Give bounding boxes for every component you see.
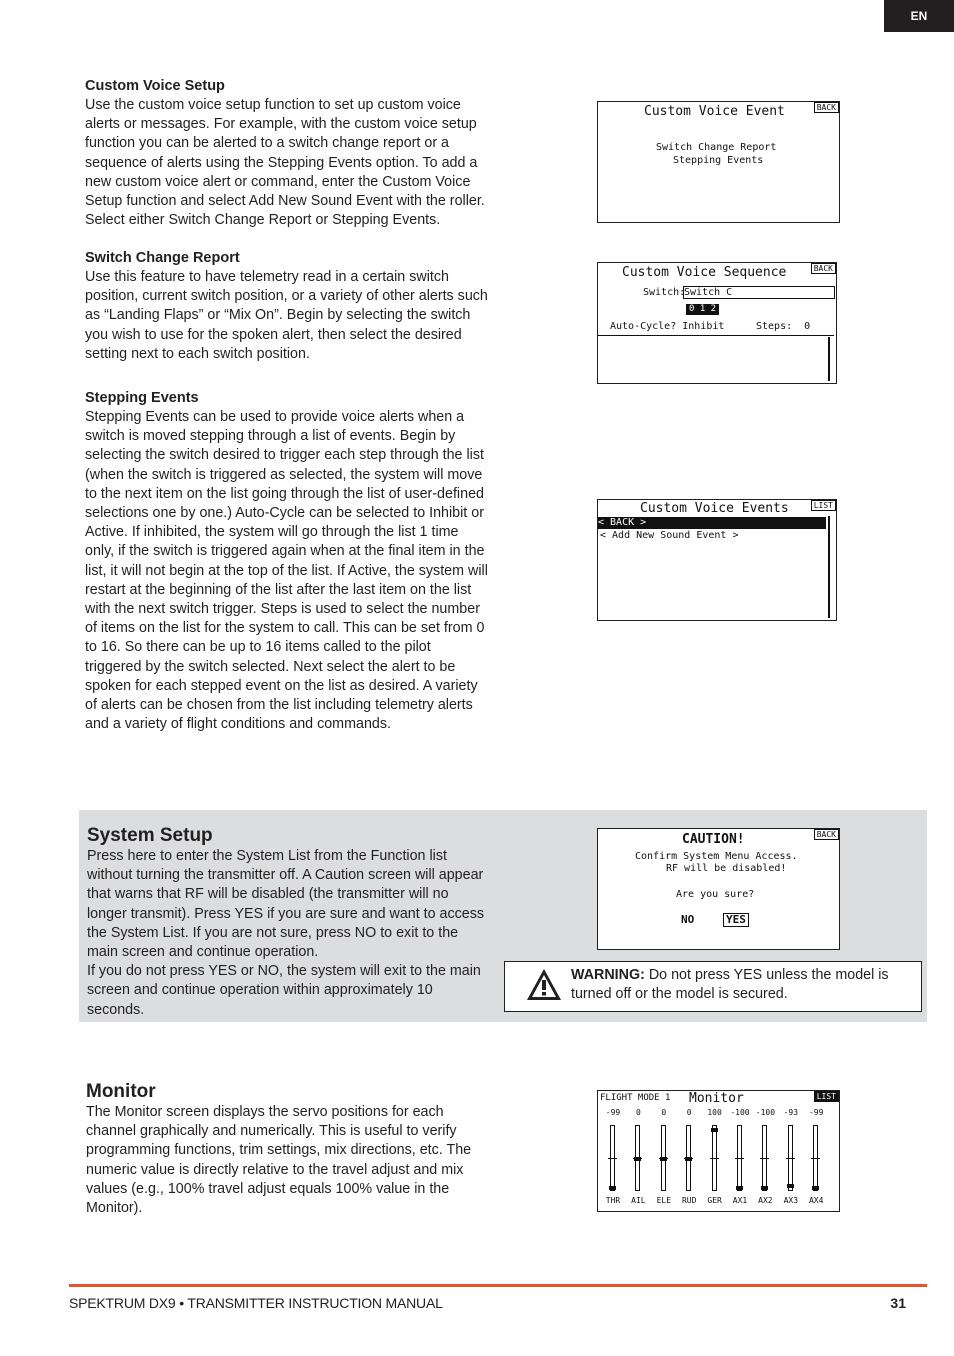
back-tag[interactable]: BACK — [814, 829, 839, 840]
flight-mode-label: FLIGHT MODE 1 — [600, 1093, 671, 1103]
warning-icon — [525, 967, 563, 1003]
no-button[interactable]: NO — [681, 913, 695, 926]
switch-label: Switch: — [643, 287, 686, 298]
section-title: Custom Voice Setup — [85, 78, 225, 94]
warning-box — [504, 961, 922, 1012]
channel-center-tick — [659, 1158, 668, 1159]
custom-voice-event-screen — [597, 101, 840, 223]
channel-bar — [737, 1125, 742, 1191]
channel-bar — [712, 1125, 717, 1191]
channel-label: AX4 — [808, 1196, 824, 1205]
channel-label: ELE — [656, 1196, 672, 1205]
channel-position-marker — [736, 1186, 743, 1190]
list-item-add-new-sound-event[interactable]: < Add New Sound Event > — [600, 530, 739, 541]
channel-center-tick — [710, 1158, 719, 1159]
channel-label: AIL — [631, 1196, 646, 1205]
channel-bar — [813, 1125, 818, 1191]
channel-bar — [788, 1125, 793, 1191]
section-body: The Monitor screen displays the servo positions for each channel graphically and numerically. This is useful to verify programming functions, trim settings, mix directions, etc. The numeric value is directly relative to the travel adjust and mix values (e.g., 100% travel adjust equals 100% value in the Monitor). — [86, 1104, 472, 1217]
channel-center-tick — [760, 1158, 769, 1159]
back-tag[interactable]: BACK — [811, 263, 836, 274]
channel-label: AX3 — [783, 1196, 799, 1205]
channel-bar — [661, 1125, 666, 1191]
section-body: Use this feature to have telemetry read in a certain switch position, current switch position, or a variety of other alerts such as “Landing Flaps” or “Mix On”. Begin by selecting the switch you wish to use for the spoken alert, then select the desired setting next to each switch position. — [85, 269, 488, 362]
menu-option-stepping-events[interactable]: Stepping Events — [673, 155, 764, 166]
caution-line-3: Are you sure? — [676, 889, 755, 900]
language-tab: EN — [884, 0, 954, 32]
section-body-2: If you do not press YES or NO, the system will exit to the main screen and continue operation within approximately 10 seconds. — [87, 963, 481, 1018]
channel-bar — [686, 1125, 691, 1191]
channel-center-tick — [735, 1158, 744, 1159]
section-body: Use the custom voice setup function to set up custom voice alerts or messages. For example, with the custom voice setup function you can be alerted to a switch change report or a sequence of alerts using the Stepping Events option. To add a new custom voice alert or command, enter the Custom Voice Setup function and select Add New Sound Event with the roller. Select either Switch Change Report or Stepping Events. — [85, 97, 485, 229]
monitor-section — [86, 1080, 491, 1218]
channel-label: AX1 — [732, 1196, 748, 1205]
footer-title: SPEKTRUM DX9 • TRANSMITTER INSTRUCTION MANUAL — [69, 1295, 443, 1311]
back-tag[interactable]: BACK — [814, 102, 839, 113]
list-item-back[interactable]: < BACK > — [598, 517, 826, 529]
page-number: 31 — [890, 1295, 906, 1311]
section-body: Press here to enter the System List from the Function list without turning the transmitter off. A Caution screen will appear that warns that RF will be disabled (the transmitter will no longer transmit). Press YES if you are sure and want to access the System List. If you are not sure, press NO to exit to the main screen and continue operation. — [87, 848, 485, 961]
channel-label: AX2 — [758, 1196, 773, 1205]
scrollbar[interactable] — [828, 516, 830, 618]
screen-title: Monitor — [689, 1091, 744, 1106]
channel-position-marker — [812, 1186, 819, 1190]
switch-positions[interactable]: 0 1 2 — [686, 304, 719, 315]
channel-value: -99 — [605, 1108, 621, 1117]
channel-position-marker — [761, 1186, 768, 1190]
screen-title: CAUTION! — [682, 832, 745, 847]
channel-position-marker — [711, 1128, 718, 1132]
list-tag[interactable]: LIST — [814, 1091, 839, 1102]
channel-value: -100 — [755, 1108, 776, 1117]
section-title: Switch Change Report — [85, 250, 240, 266]
channel-value: 100 — [707, 1108, 722, 1117]
section-title: System Setup — [87, 825, 213, 846]
channel-position-marker — [609, 1186, 616, 1190]
screen-title: Custom Voice Events — [640, 501, 789, 516]
channel-center-tick — [811, 1158, 820, 1159]
channel-bar — [610, 1125, 615, 1191]
switch-select[interactable]: Switch C — [683, 286, 835, 299]
channel-value: 0 — [635, 1108, 641, 1117]
section-title: Stepping Events — [85, 390, 199, 406]
stepping-events-section — [85, 389, 490, 734]
warning-text — [571, 966, 919, 1004]
caution-line-1: Confirm System Menu Access. — [635, 851, 798, 862]
channel-position-marker — [787, 1184, 794, 1188]
channel-center-tick — [786, 1158, 795, 1159]
footer-rule — [69, 1284, 927, 1287]
autocycle-setting[interactable]: Auto-Cycle? Inhibit — [610, 321, 725, 332]
channel-label: THR — [605, 1196, 621, 1205]
channel-center-tick — [684, 1158, 693, 1159]
channel-label: RUD — [681, 1196, 697, 1205]
divider — [598, 335, 834, 336]
custom-voice-sequence-screen — [597, 262, 837, 384]
switch-change-report-section — [85, 249, 490, 364]
custom-voice-setup-section — [85, 77, 490, 230]
warning-message: Do not press YES unless the model is turned off or the model is secured. — [571, 967, 889, 1003]
channel-value: 0 — [661, 1108, 667, 1117]
menu-option-switch-change-report[interactable]: Switch Change Report — [656, 142, 777, 153]
scrollbar[interactable] — [828, 337, 830, 381]
screen-title: Custom Voice Sequence — [622, 265, 787, 280]
list-tag[interactable]: LIST — [811, 500, 836, 511]
channel-bar — [762, 1125, 767, 1191]
channel-value: -100 — [730, 1108, 750, 1117]
channel-value: -99 — [808, 1108, 824, 1117]
system-setup-section — [87, 824, 492, 1020]
channel-value: 0 — [686, 1108, 692, 1117]
channel-bar — [635, 1125, 640, 1191]
channel-value: -93 — [783, 1108, 799, 1117]
caution-line-2: RF will be disabled! — [666, 863, 787, 874]
steps-setting[interactable]: Steps: 0 — [756, 321, 811, 332]
caution-screen — [597, 828, 840, 950]
channel-label: GER — [707, 1196, 722, 1205]
channel-center-tick — [608, 1158, 617, 1159]
channel-center-tick — [633, 1158, 642, 1159]
screen-title: Custom Voice Event — [644, 104, 785, 119]
section-title: Monitor — [86, 1081, 156, 1102]
yes-button[interactable]: YES — [723, 913, 749, 927]
monitor-screen — [597, 1090, 840, 1212]
custom-voice-events-screen — [597, 499, 837, 621]
warning-label: WARNING: — [571, 967, 645, 983]
section-body: Stepping Events can be used to provide voice alerts when a switch is moved stepping through a list of events. Begin by selecting the switch desired to trigger each step through the list (when the switch is triggered as selected, the system will move to the next item on the list going through the list of user-defined selections one by one.) Auto-Cycle can be selected to Inhibit or Active. If inhibited, the system will go through the list 1 time only, if the switch is triggered again when at the final item in the list, it will not begin at the top of the list. If Active, the system will restart at the beginning of the list after the last item on the list with the next switch trigger. Steps is used to select the number of items on the list for the system to call. This can be set from 0 to 16. So there can be up to 16 items called to the pilot triggered by the switch selected. Next select the alert to be spoken for each stepped event on the list as desired. A variety of alerts can be chosen from the list including telemetry alerts and a variety of flight conditions and commands. — [85, 409, 488, 733]
